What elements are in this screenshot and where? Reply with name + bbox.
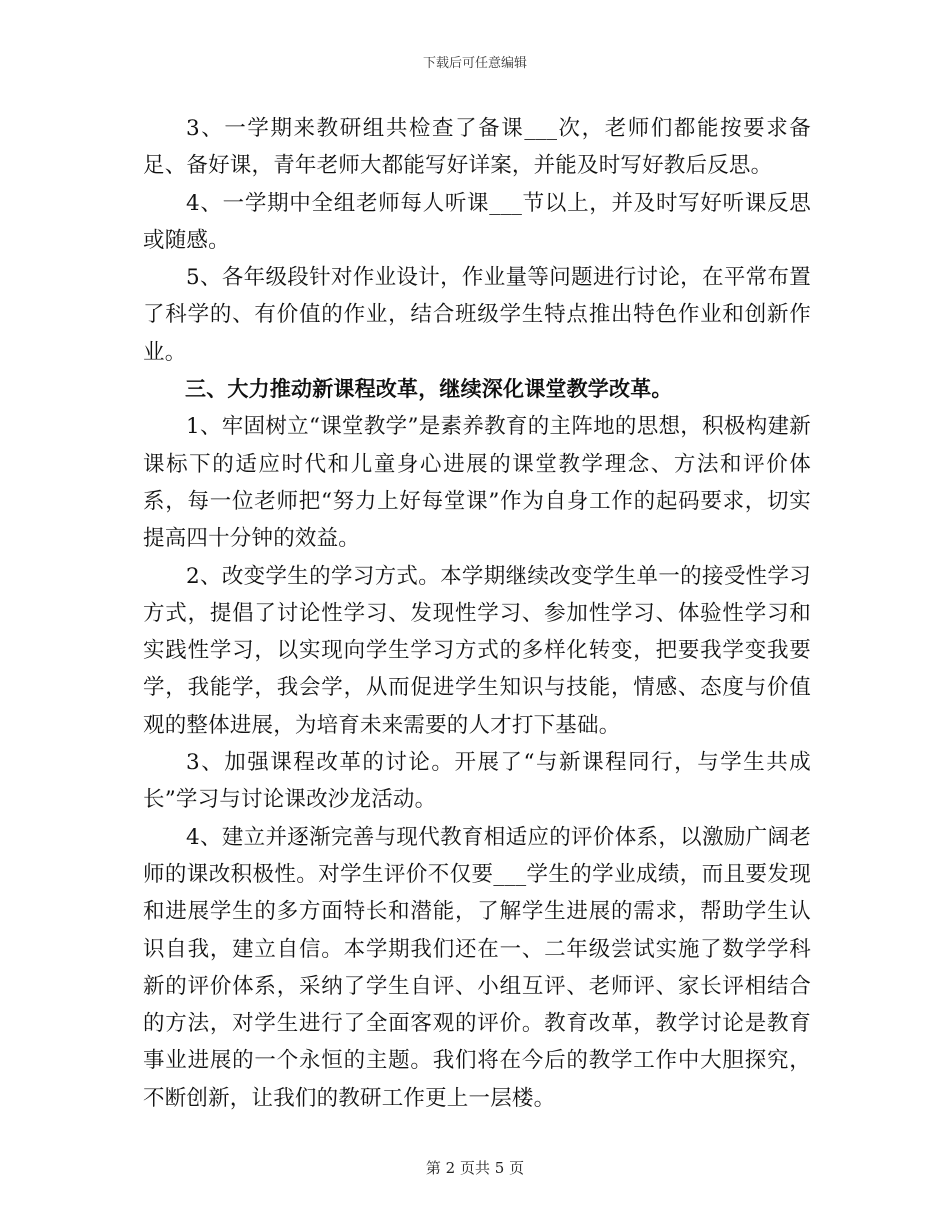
paragraph-section3-item-2: 2、改变学生的学习方式。本学期继续改变学生单一的接受性学习方式，提倡了讨论性学习、发现性学习、参加性学习、体验性学习和实践性学习，以实现向学生学习方式的多样化转变，把要我学变我要学，我能学，我会学，从而促进学生知识与技能，情感、态度与价值观的整体进展，为培育未来需要的人才打下基础。 <box>143 563 811 738</box>
paragraph-item-3: 3、一学期来教研组共检查了备课___次，老师们都能按要求备足、备好课，青年老师大都能写好详案，并能及时写好教后反思。 <box>143 116 811 179</box>
paragraph-section3-item-4: 4、建立并逐渐完善与现代教育相适应的评价体系，以激励广阔老师的课改积极性。对学生评价不仅要___学生的学业成绩，而且要发现和进展学生的多方面特长和潜能，了解学生进展的需求，帮助学生认识自我，建立自信。本学期我们还在一、二年级尝试实施了数学学科新的评价体系，采纳了学生自评、小组互评、老师评、家长评相结合的方法，对学生进行了全面客观的评价。教育改革，教学讨论是教育事业进展的一个永恒的主题。我们将在今后的教学工作中大胆探究，不断创新，让我们的教研工作更上一层楼。 <box>143 824 811 1111</box>
page-number-footer: 第 2 页共 5 页 <box>425 1159 525 1177</box>
paragraph-item-4: 4、一学期中全组老师每人听课___节以上，并及时写好听课反思或随感。 <box>143 190 811 253</box>
section-heading-3: 三、大力推动新课程改革，继续深化课堂教学改革。 <box>185 377 673 402</box>
paragraph-section3-item-1: 1、牢固树立“课堂教学”是素养教育的主阵地的思想，积极构建新课标下的适应时代和儿童身心进展的课堂教学理念、方法和评价体系，每一位老师把“努力上好每堂课”作为自身工作的起码要求，切实提高四十分钟的效益。 <box>143 414 811 552</box>
paragraph-item-5: 5、各年级段针对作业设计，作业量等问题进行讨论，在平常布置了科学的、有价值的作业，结合班级学生特点推出特色作业和创新作业。 <box>143 265 811 365</box>
document-body <box>143 110 811 1117</box>
paragraph-section3-item-3: 3、加强课程改革的讨论。开展了“与新课程同行，与学生共成长”学习与讨论课改沙龙活动。 <box>143 750 811 813</box>
page-header: 下载后可任意编辑 <box>422 56 527 71</box>
